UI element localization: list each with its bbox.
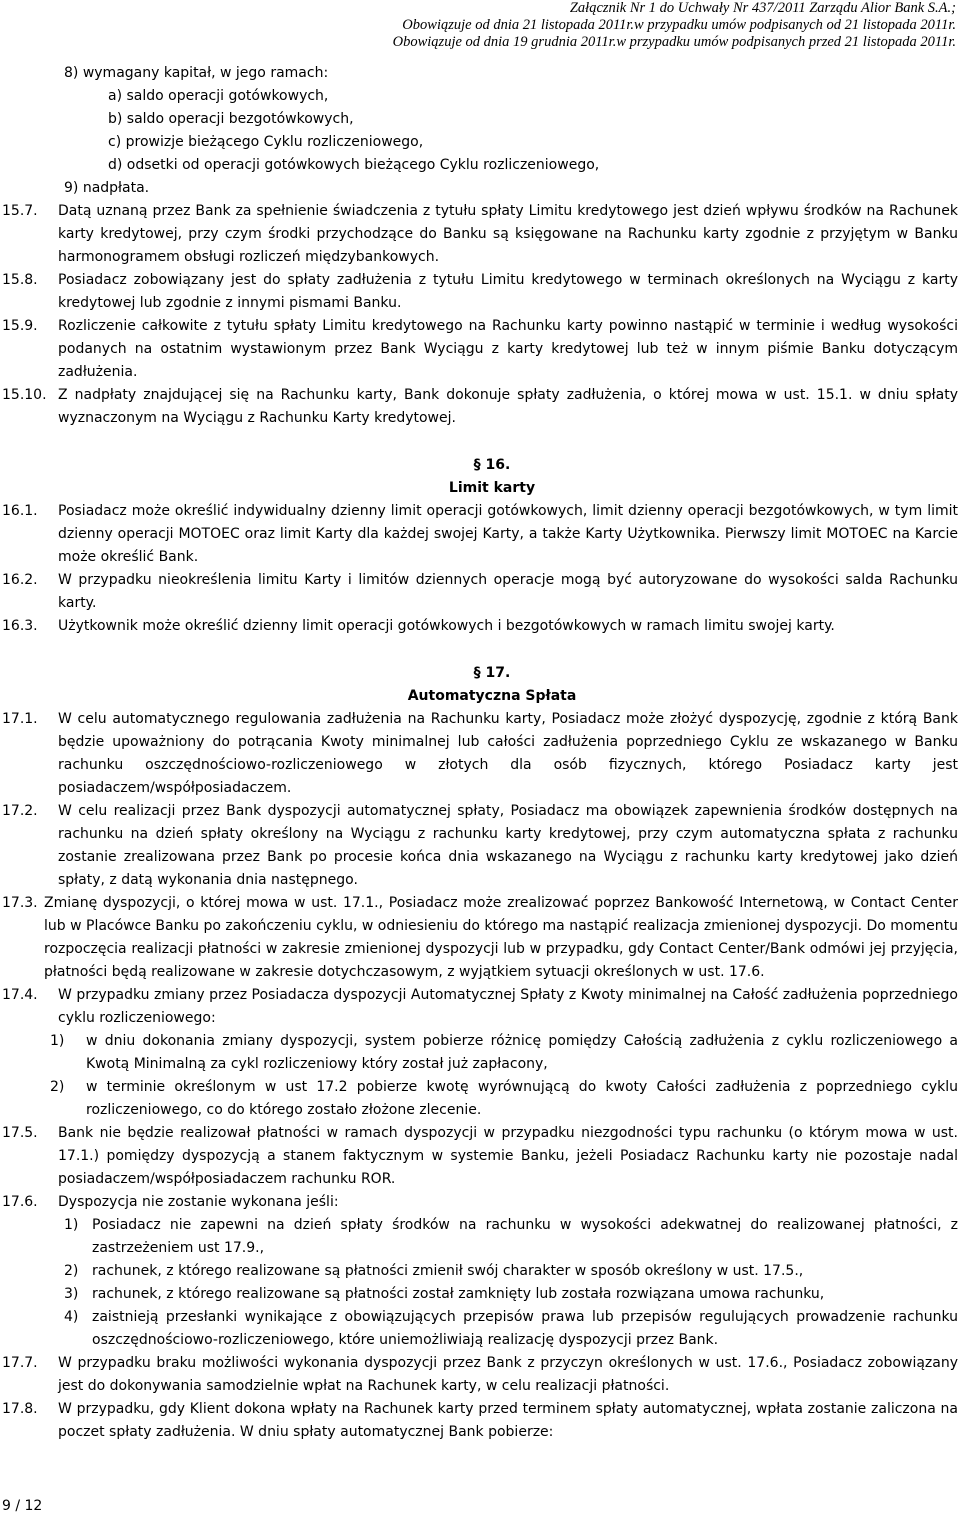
paragraph-17-8 [2,1398,958,1444]
paragraph-17-1 [2,708,958,800]
sub-item: 2) w terminie określonym w ust 17.2 pobierze kwotę wyrównującą do kwoty Całości zadłużenia z poprzedniego cyklu rozliczeniowego, co do którego zostało złożone zlecenie. [50,1079,958,1118]
paragraph-number: 17.4. [2,987,38,1003]
sub-item: 1) Posiadacz nie zapewni na dzień spłaty środków na rachunku w wysokości adekwatnej do realizowanej płatności, z zastrzeżeniem ust 17.9., [64,1217,958,1256]
section-17-title: Automatyczna Spłata [407,688,577,704]
list-item-9: 9) nadpłata. [64,180,150,196]
paragraph-number: 16.2. [2,572,38,588]
paragraph-number: 17.6. [2,1194,38,1210]
paragraph-15-7 [2,200,958,269]
section-17-number: § 17. [473,665,511,681]
paragraph-text: Użytkownik może określić dzienny limit operacji gotówkowych i bezgotówkowych w ramach limitu swojej karty. [58,618,835,634]
sub-item: 3) rachunek, z którego realizowane są płatności został zamknięty lub została rozwiązana umowa rachunku, [64,1286,825,1302]
paragraph-17-2 [2,800,958,892]
paragraph-16-1 [2,500,958,569]
list-item-d: d) odsetki od operacji gotówkowych bieżącego Cyklu rozliczeniowego, [108,157,600,173]
document-header [393,0,956,51]
paragraph-17-3 [2,892,958,984]
paragraph-number: 17.8. [2,1401,38,1417]
paragraph-text: W przypadku nieokreślenia limitu Karty i limitów dziennych operacje mogą być autoryzowane do wysokości salda Rachunku karty. [58,572,958,611]
paragraph-number: 17.3. [2,895,38,911]
paragraph-text: W celu realizacji przez Bank dyspozycji automatycznej spłaty, Posiadacz ma obowiązek zapewnienia środków dostępnych na rachunku na dzień spłaty określony na Wyciągu z rachunku karty kredytowej, przy czym automatyczna spłata z rachunku zostanie zrealizowana przez Bank po procesie końca dnia wskazanego na Wyciągu z rachunku karty kredytowej jako dzień spłaty, z datą wykonania dnia następnego. [58,803,958,888]
paragraph-15-8 [2,269,958,315]
paragraph-text: Rozliczenie całkowite z tytułu spłaty Limitu kredytowego na Rachunku karty powinno nastąpić w terminie i według wysokości podanych na ostatnim wystawionym przez Bank Wyciągu z karty kredytowej lub też w innym piśmie Banku dotyczącym zadłużenia. [58,318,958,380]
section-16-title: Limit karty [448,480,536,496]
paragraph-number: 15.8. [2,272,38,288]
document-body [2,62,958,1444]
paragraph-number: 17.2. [2,803,38,819]
paragraph-text: Posiadacz może określić indywidualny dzienny limit operacji gotówkowych, limit dzienny operacji bezgotówkowych, w tym limit dzienny operacji MOTOEC oraz limit Karty dla każdej swojej Karty, a także Karty Użytkownika. Pierwszy limit MOTOEC na Karcie może określić Bank. [58,503,958,565]
paragraph-15-9 [2,315,958,384]
list-item-c: c) prowizje bieżącego Cyklu rozliczeniowego, [108,134,424,150]
sub-item: 2) rachunek, z którego realizowane są płatności zmienił swój charakter w sposób określony w ust. 17.5., [64,1263,804,1279]
paragraph-text: Bank nie będzie realizował płatności w ramach dyspozycji w przypadku niezgodności typu rachunku (o którym mowa w ust. 17.1.) pomiędzy dyspozycją a stanem faktycznym w systemie Banku, jeżeli Posiadacz Rachunku karty nie pozostaje nadal posiadaczem/współposiadaczem rachunku ROR. [58,1125,958,1187]
sub-item: 1) w dniu dokonania zmiany dyspozycji, system pobierze różnicę pomiędzy Całością zadłużenia z cyklu rozliczeniowego a Kwotą Minimalną za cykl rozliczeniowy który został już zapłacony, [50,1033,958,1072]
header-line-3: Obowiązuje od dnia 19 grudnia 2011r.w przypadku umów podpisanych przed 21 listopada 2011r. [392,34,956,50]
paragraph-number: 17.1. [2,711,38,727]
paragraph-number: 15.9. [2,318,38,334]
section-16-number: § 16. [473,457,511,473]
paragraph-16-3 [2,615,958,638]
paragraph-17-4 [2,984,958,1122]
paragraph-text: W przypadku, gdy Klient dokona wpłaty na Rachunek karty przed terminem spłaty automatycznej, wpłata zostanie zaliczona na poczet spłaty zadłużenia. W dniu spłaty automatycznej Bank pobierze: [58,1401,958,1440]
sub-item: 4) zaistnieją przesłanki wynikające z obowiązujących przepisów prawa lub przepisów regulujących prowadzenie rachunku oszczędnościowo-rozliczeniowego, które uniemożliwiają realizację dyspozycji przez Bank. [64,1309,958,1348]
paragraph-number: 17.5. [2,1125,38,1141]
list-item-a: a) saldo operacji gotówkowych, [108,88,329,104]
paragraph-text: Dyspozycja nie zostanie wykonana jeśli: [58,1194,339,1210]
paragraph-text: W celu automatycznego regulowania zadłużenia na Rachunku karty, Posiadacz może złożyć dyspozycję, zgodnie z którą Bank będzie upoważniony do potrącania Kwoty minimalnej lub całości zadłużenia poprzedniego Cyklu ze wskazanego w Banku rachunku oszczędnościowo-rozliczeniowego w złotych dla osób fizycznych, którego Posiadacz karty jest posiadaczem/współposiadaczem. [58,711,958,796]
paragraph-number: 16.3. [2,618,38,634]
paragraph-text: W przypadku braku możliwości wykonania dyspozycji przez Bank z przyczyn określonych w ust. 17.6., Posiadacz zobowiązany jest do dokonywania samodzielnie wpłat na Rachunek karty, w celu realizacji płatności. [58,1355,958,1394]
paragraph-17-5 [2,1122,958,1191]
list-item-8: 8) wymagany kapitał, w jego ramach: [64,65,329,81]
paragraph-number: 15.10. [2,387,47,403]
paragraph-17-6 [2,1191,958,1352]
list-item-b: b) saldo operacji bezgotówkowych, [108,111,354,127]
paragraph-number: 15.7. [2,203,38,219]
paragraph-text: Posiadacz zobowiązany jest do spłaty zadłużenia z tytułu Limitu kredytowego w terminach określonych na Wyciągu z karty kredytowej lub zgodnie z innymi pismami Banku. [58,272,958,311]
paragraph-17-7 [2,1352,958,1398]
paragraph-text: Zmianę dyspozycji, o której mowa w ust. 17.1., Posiadacz może zrealizować poprzez Bankowość Internetową, w Contact Center lub w Placówce Banku po zakończeniu cyklu, w odniesieniu do którego ma nastąpić realizacja zmienionej dyspozycji. Do momentu rozpoczęcia realizacji płatności w zakresie zmienionej dyspozycji lub w przypadku, gdy Contact Center/Bank odmówi jej przyjęcia, płatności będą realizowane w zakresie dotychczasowym, z wyjątkiem sytuacji określonych w ust. 17.6. [44,895,958,980]
paragraph-16-2 [2,569,958,615]
paragraph-text: Z nadpłaty znajdującej się na Rachunku karty, Bank dokonuje spłaty zadłużenia, o której mowa w ust. 15.1. w dniu spłaty wyznaczonym na Wyciągu z Rachunku Karty kredytowej. [58,387,958,426]
header-line-1: Załącznik Nr 1 do Uchwały Nr 437/2011 Zarządu Alior Bank S.A.; [569,0,956,16]
paragraph-number: 17.7. [2,1355,38,1371]
page-number: 9 / 12 [2,1498,43,1514]
header-line-2: Obowiązuje od dnia 21 listopada 2011r.w przypadku umów podpisanych od 21 listopada 2011r. [402,17,956,33]
paragraph-15-10 [2,384,958,430]
paragraph-number: 16.1. [2,503,38,519]
paragraph-text: Datą uznaną przez Bank za spełnienie świadczenia z tytułu spłaty Limitu kredytowego jest dzień wpływu środków na Rachunek karty kredytowej, przy czym środki przychodzące do Banku są księgowane na Rachunku karty zgodnie z przyjętym w Banku harmonogramem obsługi rozliczeń międzybankowych. [58,203,958,265]
paragraph-text: W przypadku zmiany przez Posiadacza dyspozycji Automatycznej Spłaty z Kwoty minimalnej na Całość zadłużenia poprzedniego cyklu rozliczeniowego: [58,987,958,1026]
